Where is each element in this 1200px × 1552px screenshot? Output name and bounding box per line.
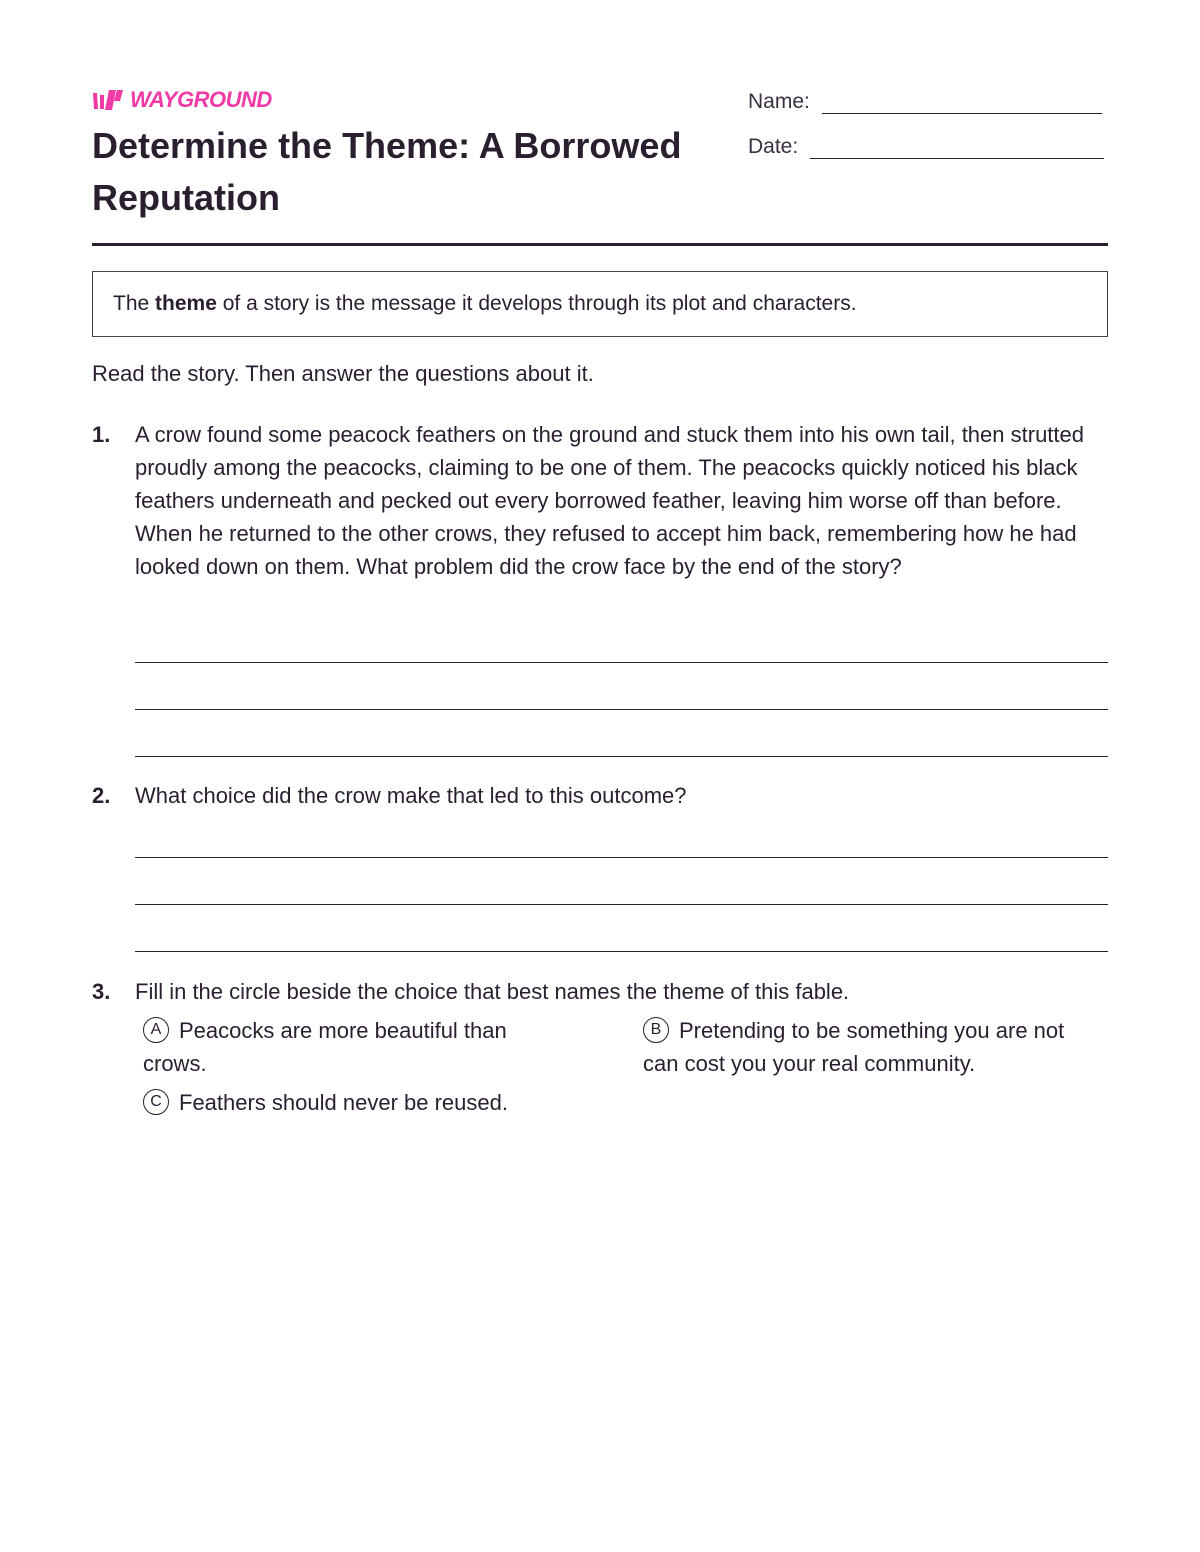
choice-text: Peacocks are more beautiful than crows. [143, 1018, 507, 1076]
definition-text [113, 292, 857, 316]
header-divider [92, 243, 1108, 246]
name-input-line[interactable] [822, 113, 1102, 114]
answer-line[interactable] [135, 857, 1108, 858]
answer-line[interactable] [135, 904, 1108, 905]
date-input-line[interactable] [810, 158, 1104, 159]
question-text: Fill in the circle beside the choice that best names the theme of this fable. [135, 979, 850, 1004]
choice-bubble[interactable]: B [643, 1017, 669, 1043]
name-field [748, 88, 1102, 116]
choice-b[interactable] [643, 1014, 1103, 1080]
choice-text: Pretending to be something you are not can cost you your real community. [643, 1018, 1065, 1076]
question-number: 2. [92, 783, 111, 808]
definition-suffix: of a story is the message it develops through its plot and characters. [216, 292, 857, 315]
answer-line[interactable] [135, 951, 1108, 952]
choice-c[interactable] [143, 1086, 603, 1119]
answer-line[interactable] [135, 756, 1108, 757]
worksheet-page [92, 0, 1108, 1552]
choice-text: Feathers should never be reused. [179, 1090, 508, 1115]
choice-bubble[interactable]: A [143, 1017, 169, 1043]
answer-line[interactable] [135, 662, 1108, 663]
instructions: Read the story. Then answer the questions about it. [92, 361, 594, 386]
choice-bubble[interactable]: C [143, 1089, 169, 1115]
answer-line[interactable] [135, 709, 1108, 710]
brand-logo [92, 88, 272, 112]
choice-a[interactable] [143, 1014, 573, 1080]
question-text: A crow found some peacock feathers on the ground and stuck them into his own tail, then strutted proudly among the peacocks, claiming to be one of them. The peacocks quickly noticed his black feathers underneath and pecked out every borrowed feather, leaving him worse off than before. When he returned to the other crows, they refused to accept him back, remembering how he had looked down on them. What problem did the crow face by the end of the story? [135, 422, 1084, 579]
date-field [748, 133, 1104, 161]
brand-name: WAYGROUND [130, 87, 272, 112]
question-number: 3. [92, 979, 111, 1004]
wayground-logo-icon [92, 89, 124, 111]
name-label: Name: [748, 90, 810, 113]
definition-term: theme [155, 292, 217, 315]
definition-prefix: The [113, 292, 156, 315]
date-label: Date: [748, 135, 799, 158]
definition-box [92, 271, 1108, 337]
question-number: 1. [92, 422, 111, 447]
page-title: Determine the Theme: A Borrowed Reputation [92, 125, 682, 218]
question-text: What choice did the crow make that led to this outcome? [135, 783, 687, 808]
